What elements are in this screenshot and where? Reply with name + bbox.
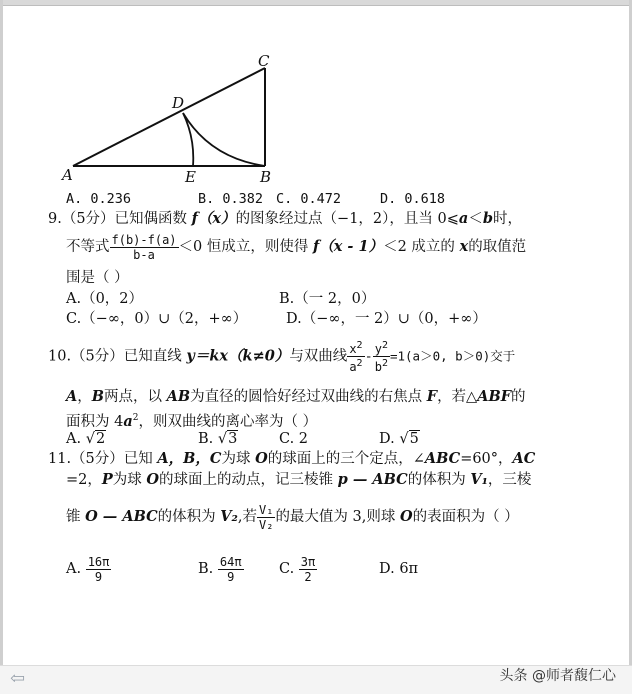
- q11-v2: V₂: [220, 508, 238, 525]
- segment-ac: [73, 68, 265, 166]
- q10-choice-b-prefix: B.: [198, 431, 214, 447]
- q10-choice-d-rad: 5: [409, 431, 419, 447]
- q11-choice-c-prefix: C.: [279, 561, 295, 577]
- q10-frac-x-num: [347, 339, 364, 357]
- q10-ab: AB: [166, 388, 191, 405]
- q9-line-3: 围是（ ）: [66, 270, 129, 286]
- q10-choice-b: B. √3: [198, 431, 238, 447]
- q10-choice-d-prefix: D.: [379, 431, 395, 447]
- q9-line1-pre: 9.（5分）已知偶函数: [48, 211, 192, 227]
- q10-abf: ABF: [477, 388, 512, 405]
- q11-o3: O: [400, 508, 413, 525]
- q10-a-point: A: [66, 388, 78, 405]
- label-a: A: [62, 166, 73, 184]
- q11-line2-mid3: 的体积为: [407, 472, 471, 488]
- q10-y: y: [374, 342, 382, 356]
- q8-choice-a: A. 0.236: [66, 191, 132, 207]
- q9-line1-f: f（x）: [191, 210, 236, 227]
- q10-line2-text3: ，若△: [437, 389, 478, 405]
- q11-fraction: [257, 503, 275, 532]
- q11-line-2: [66, 471, 531, 489]
- q9-line1-lt: ＜: [468, 211, 483, 227]
- q11-line3-ruo: ,若: [237, 509, 257, 525]
- q9-choice-a: A.（0，2）: [66, 291, 144, 307]
- q11-choice-a-prefix: A.: [66, 561, 82, 577]
- q10-line-3: [66, 409, 317, 431]
- q11-line-3: [66, 498, 519, 536]
- q9-choice-c: C.（−∞，0）∪（2，+∞）: [66, 311, 248, 327]
- window-left-border: [0, 0, 3, 694]
- watermark: 头条 @师者馥仁心: [499, 668, 616, 684]
- q8-choice-c: C. 0.472: [276, 191, 342, 207]
- q10-line2-text1: 两点，以: [104, 389, 167, 405]
- q11-choice-a-den: 9: [94, 569, 103, 584]
- q11-choice-c-num: 3π: [300, 554, 316, 569]
- q10-frac-y-num: [373, 339, 390, 357]
- q11-choice-c-frac: [299, 555, 317, 584]
- q11-v1: V₁: [470, 471, 488, 488]
- q11-line3-pre: 锥: [66, 509, 86, 525]
- q10-choice-a-rad: 2: [95, 431, 106, 447]
- q10-a-sup: 2: [356, 358, 363, 369]
- q11-line2-mid2: 的球面上的动点，记三棱锥: [159, 472, 338, 488]
- q10-a: a: [349, 360, 357, 374]
- q11-choice-b-frac: [218, 555, 244, 584]
- q10-line1-pre: 10.（5分）已知直线: [48, 348, 187, 365]
- q9-line1-post: 的图象经过点（−1，2），且当 0⩽: [235, 211, 459, 227]
- q11-choice-b-num: 64π: [219, 554, 242, 569]
- q10-b: b: [374, 360, 382, 374]
- q11-line-1: [48, 450, 535, 468]
- q10-line2-end: 的: [511, 389, 526, 405]
- q9-line1-end: 时，: [492, 211, 522, 227]
- label-b: B: [260, 168, 272, 185]
- q11-line2-pre: =2，: [66, 472, 102, 488]
- q9-line2-pre: 不等式: [66, 239, 110, 255]
- q11-choice-c: [279, 552, 317, 586]
- q9-frac-num: f(b)-f(a): [111, 232, 177, 247]
- q11-abc: A，B，C: [157, 450, 222, 467]
- q8-choice-d: D. 0.618: [380, 191, 446, 207]
- window-top-border: [0, 0, 632, 6]
- q10-line1-post: =1(a＞0, b＞0)交于: [389, 348, 516, 364]
- q11-line2-end: ，三棱: [487, 472, 532, 488]
- q10-frac-y-den: [373, 357, 390, 374]
- q11-p: P: [101, 471, 113, 488]
- q11-choice-c-den: 2: [304, 569, 312, 584]
- label-e: E: [185, 168, 196, 185]
- arc-d-to-b: [183, 113, 265, 166]
- q11-line3-post: 的最大值为 3,则球: [275, 509, 400, 525]
- q11-choice-d: D. 6π: [379, 561, 419, 577]
- q11-line1-post: =60°，: [460, 451, 513, 467]
- q9-line2-x: x: [459, 238, 469, 255]
- q11-choice-a-frac: [86, 555, 112, 584]
- label-d: D: [172, 94, 185, 112]
- q10-b-sup: 2: [381, 358, 388, 369]
- q10-choice-b-rad: 3: [228, 431, 238, 447]
- label-c: C: [258, 52, 270, 70]
- q8-choice-b: B. 0.382: [198, 191, 264, 207]
- q11-choice-b-den: 9: [227, 569, 235, 584]
- q10-line3-pre: 面积为 4: [66, 413, 124, 430]
- q10-line-2: [66, 388, 526, 406]
- q11-choice-a-num: 16π: [87, 554, 110, 569]
- q10-choice-a-sqrt: [95, 430, 106, 448]
- q9-line2-mid: ＜0 恒成立，则使得: [178, 239, 313, 255]
- q11-line1-mid: 为球: [221, 451, 256, 467]
- geometry-figure: [60, 50, 290, 185]
- q11-line1-pre: 11.（5分）已知: [48, 451, 158, 467]
- q10-choice-c: C. 2: [279, 431, 309, 447]
- q11-choice-b: [198, 552, 244, 586]
- q11-choice-a: [66, 552, 111, 586]
- q10-line2-text2: 为直径的圆恰好经过双曲线的右焦点: [190, 389, 427, 405]
- q9-line1-a: a: [458, 210, 469, 227]
- q11-choice-b-prefix: B.: [198, 561, 214, 577]
- q9-line-1: [48, 210, 522, 228]
- q11-o: O: [255, 450, 268, 467]
- q11-line2-mid: 为球: [112, 472, 147, 488]
- q10-minus: -: [364, 348, 373, 365]
- q11-frac-den: V₂: [258, 517, 274, 532]
- q11-line1-mid2: 的球面上的三个定点，∠: [267, 451, 425, 467]
- q9-line2-post: ＜2 成立的: [383, 239, 460, 255]
- q10-line3-post: ，则双曲线的离心率为（ ）: [138, 413, 318, 430]
- q10-frac-x: [347, 339, 364, 374]
- back-arrow-icon[interactable]: ⇦: [10, 668, 26, 689]
- q10-choice-d-sqrt: [409, 430, 420, 448]
- q9-choice-b: B.（一 2，0）: [279, 291, 376, 307]
- q10-choice-d: D. √5: [379, 431, 419, 447]
- q10-frac-x-den: [347, 357, 364, 374]
- q9-choice-d: D.（−∞，一 2）∪（0，+∞）: [286, 311, 487, 327]
- q9-frac-den: b-a: [133, 247, 155, 262]
- q11-pabc: p — ABC: [337, 471, 408, 488]
- q10-b-point: B: [91, 388, 105, 405]
- q10-line1-eq: y＝kx（k≠0）: [186, 347, 290, 365]
- q9-line1-b: b: [482, 210, 493, 227]
- q9-fraction: [110, 233, 179, 262]
- q11-frac-num: V₁: [258, 502, 274, 517]
- q10-f: F: [426, 388, 438, 405]
- q10-choice-a-prefix: A.: [66, 431, 82, 447]
- q11-ac: AC: [512, 450, 536, 467]
- q10-line3-sup: 2: [132, 413, 139, 423]
- q11-o2: O: [146, 471, 160, 488]
- q9-line-2: [66, 232, 526, 262]
- q10-line3-a: a: [123, 412, 133, 430]
- q10-choice-b-sqrt: [227, 430, 238, 448]
- q10-line-1: [48, 339, 515, 374]
- q10-x-sup: 2: [356, 340, 363, 351]
- q10-line1-mid: 与双曲线: [289, 348, 348, 365]
- q10-y-sup: 2: [381, 340, 388, 351]
- q11-line3-end: 的表面积为（ ）: [412, 509, 519, 525]
- q10-frac-y: [373, 339, 390, 374]
- q9-line2-f: f（x - 1）: [312, 238, 384, 255]
- q10-choice-a: A. √2: [66, 431, 106, 447]
- q10-comma: ，: [77, 389, 92, 405]
- q11-oabc: O — ABC: [85, 508, 158, 525]
- q9-line2-end: 的取值范: [468, 239, 527, 255]
- q11-angle: ABC: [424, 450, 461, 467]
- q10-x: x: [349, 342, 357, 356]
- q11-line3-mid: 的体积为: [157, 509, 221, 525]
